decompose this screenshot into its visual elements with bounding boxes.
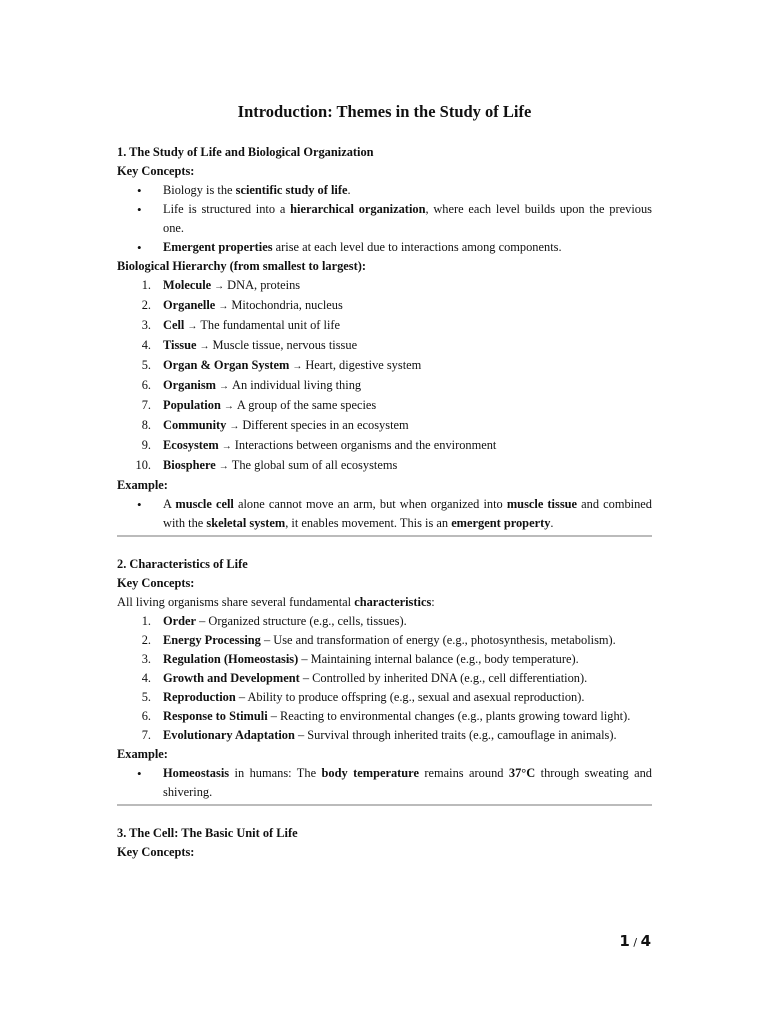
bullet-icon: •: [137, 766, 142, 781]
bullet-icon: •: [137, 183, 142, 198]
list-item: 5. Reproduction – Ability to produce offspring (e.g., sexual and asexual reproduction).: [141, 690, 585, 704]
section1-bullet-list: [117, 181, 652, 257]
section2-intro: All living organisms share several fundamental characteristics:: [117, 595, 435, 609]
section3-heading: 3. The Cell: The Basic Unit of Life: [117, 826, 298, 840]
arrow-right-icon: →: [199, 341, 210, 352]
arrow-right-icon: →: [219, 381, 230, 392]
characteristics-list: [117, 612, 652, 745]
list-item: 10. Biosphere → The global sum of all ecosystems: [135, 458, 398, 472]
list-item: 1. Molecule → DNA, proteins: [141, 278, 301, 292]
list-item: 2. Energy Processing – Use and transformation of energy (e.g., photosynthesis, metabolism).: [141, 633, 616, 647]
section-divider: [117, 804, 652, 806]
list-item: 2. Organelle → Mitochondria, nucleus: [141, 298, 343, 312]
arrow-right-icon: →: [218, 461, 229, 472]
list-item: 4. Growth and Development – Controlled by inherited DNA (e.g., cell differentiation).: [141, 671, 588, 685]
section3-key-concepts-label: Key Concepts:: [117, 845, 195, 859]
bullet-icon: •: [137, 202, 142, 217]
list-item: • Life is structured into a hierarchical organization, where each level builds upon the previous one.: [137, 202, 652, 235]
arrow-right-icon: →: [229, 421, 240, 432]
list-item: • Homeostasis in humans: The body temperature remains around 37°C through sweating and shivering.: [137, 766, 652, 799]
hierarchy-list: [117, 276, 652, 476]
hierarchy-label: Biological Hierarchy (from smallest to largest):: [117, 259, 367, 273]
bullet-icon: •: [137, 240, 142, 255]
list-item: 1. Order – Organized structure (e.g., cells, tissues).: [141, 614, 407, 628]
list-item: 6. Response to Stimuli – Reacting to environmental changes (e.g., plants growing toward light).: [141, 709, 631, 723]
section-divider: [117, 535, 652, 537]
list-item: • A muscle cell alone cannot move an arm, but when organized into muscle tissue and combined with the skeletal system, it enables movement. This is an emergent property.: [137, 497, 652, 530]
list-item: 7. Population → A group of the same species: [141, 398, 377, 412]
section1-heading: 1. The Study of Life and Biological Organization: [117, 145, 374, 159]
arrow-right-icon: →: [218, 301, 229, 312]
list-item: • Emergent properties arise at each level due to interactions among components.: [137, 240, 562, 255]
arrow-right-icon: →: [292, 361, 303, 372]
list-item: 3. Regulation (Homeostasis) – Maintaining internal balance (e.g., body temperature).: [141, 652, 579, 666]
section2-example-list: [117, 764, 652, 802]
list-item: • Biology is the scientific study of life.: [137, 183, 351, 198]
list-item: 6. Organism → An individual living thing: [141, 378, 362, 392]
list-item: 4. Tissue → Muscle tissue, nervous tissue: [141, 338, 358, 352]
section2-key-concepts-label: Key Concepts:: [117, 576, 195, 590]
section1-example-list: [117, 495, 652, 533]
arrow-right-icon: →: [221, 441, 232, 452]
list-item: 8. Community → Different species in an ecosystem: [141, 418, 409, 432]
bullet-icon: •: [137, 497, 142, 512]
list-item: 5. Organ & Organ System → Heart, digestive system: [141, 358, 422, 372]
section2-heading: 2. Characteristics of Life: [117, 557, 248, 571]
arrow-right-icon: →: [214, 281, 225, 292]
arrow-right-icon: →: [223, 401, 234, 412]
arrow-right-icon: →: [187, 321, 198, 332]
document-page: [117, 100, 652, 862]
list-item: 7. Evolutionary Adaptation – Survival through inherited traits (e.g., camouflage in animals).: [141, 728, 617, 742]
section1-example-label: Example:: [117, 478, 168, 492]
section1-key-concepts-label: Key Concepts:: [117, 164, 195, 178]
list-item: 3. Cell → The fundamental unit of life: [141, 318, 341, 332]
document-title: Introduction: Themes in the Study of Life: [237, 102, 532, 121]
list-item: 9. Ecosystem → Interactions between organisms and the environment: [141, 438, 497, 452]
section2-example-label: Example:: [117, 747, 168, 761]
page-number: 1 / 4: [619, 932, 651, 950]
